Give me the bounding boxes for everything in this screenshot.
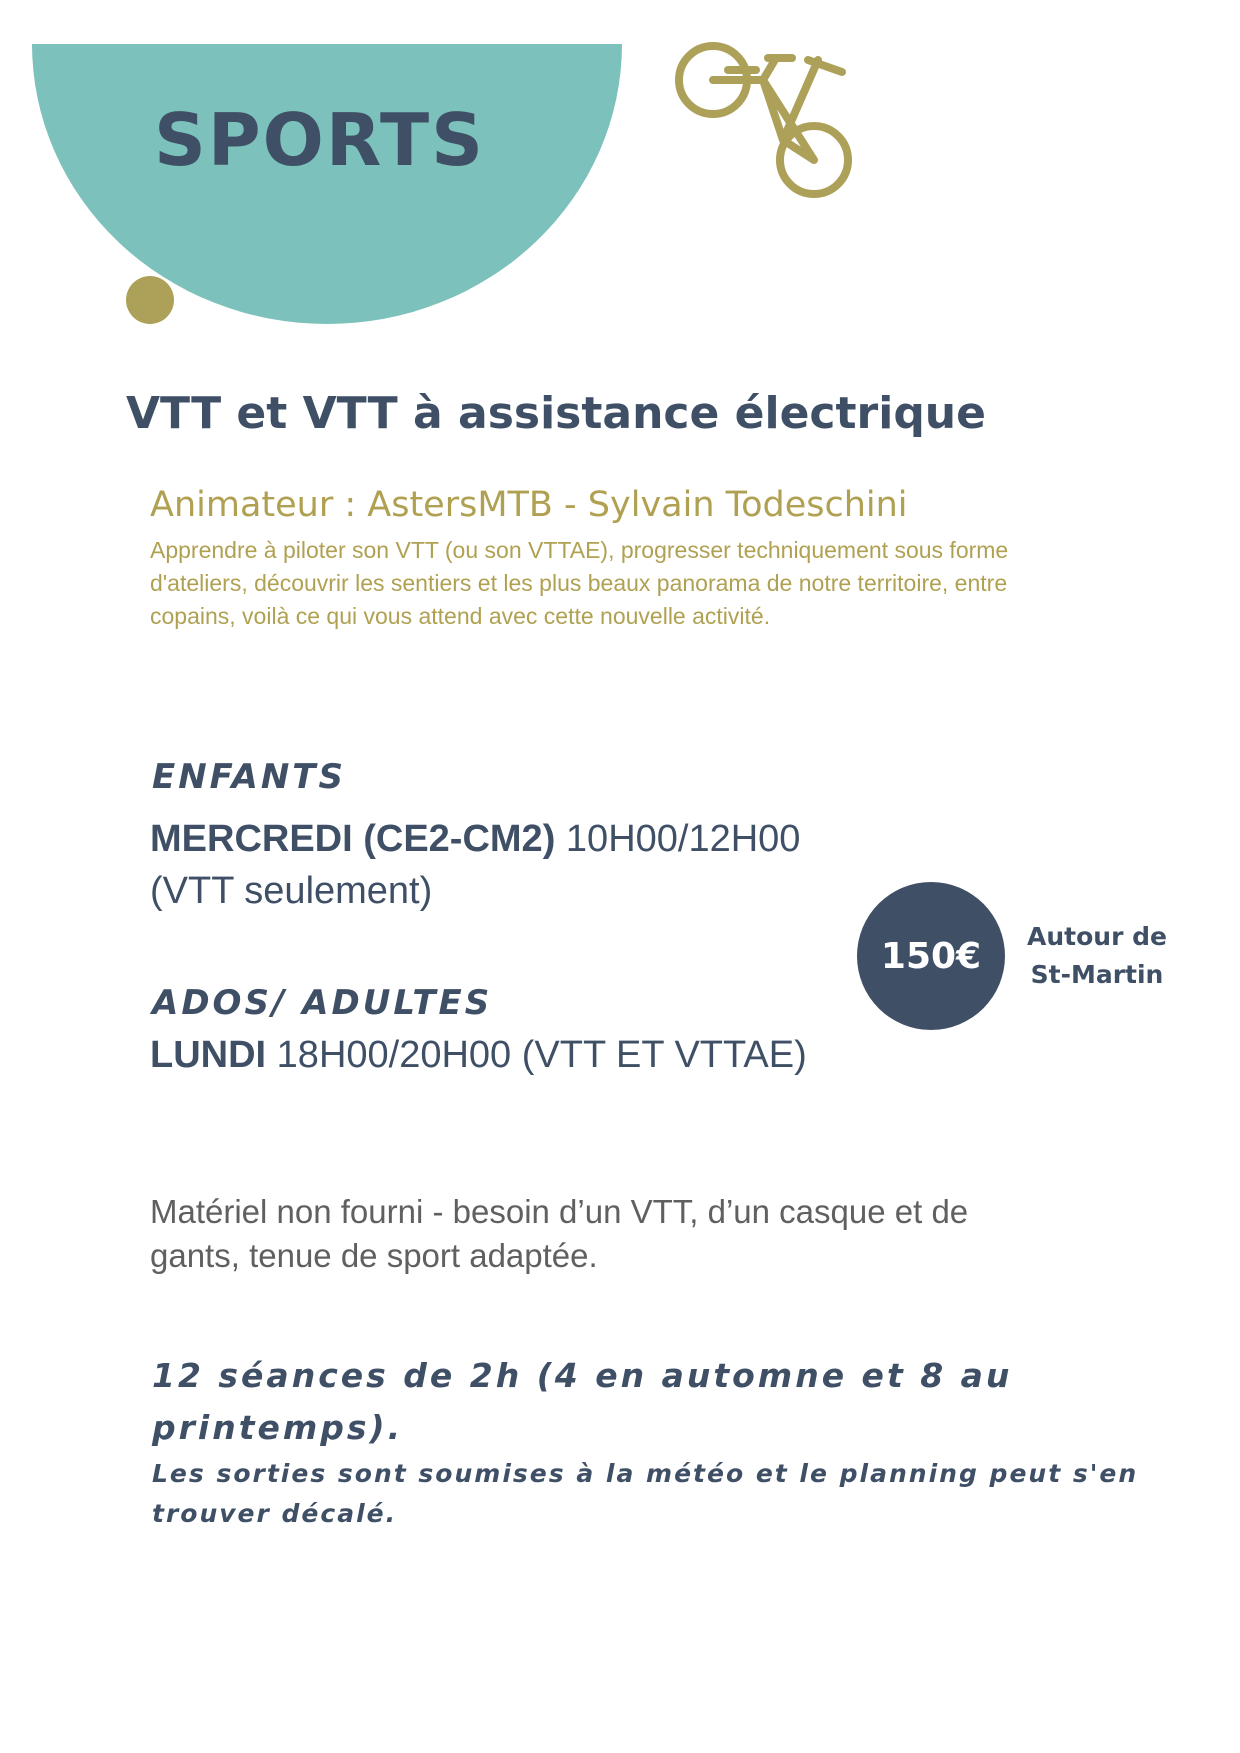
activity-description: Apprendre à piloter son VTT (ou son VTTAE), progresser techniquement sous forme d'ateliers, découvrir les sentiers et les plus beaux panorama de notre territoire, entre copains, voilà ce qui vous attend avec cette nouvelle activité. — [150, 537, 1009, 629]
ados-adultes-day: LUNDI — [150, 1034, 267, 1076]
page-title: SPORTS — [154, 98, 486, 182]
activity-title: VTT et VTT à assistance électrique — [126, 388, 986, 439]
seances-note: 12 séances de 2h (4 en automne et 8 au printemps). — [152, 1356, 1013, 1447]
price-amount: 150€ — [880, 935, 982, 977]
location-line-2: St-Martin — [1030, 960, 1164, 989]
meteo-note: Les sorties sont soumises à la météo et le planning peut s'en trouver décalé. — [152, 1459, 1139, 1528]
enfants-schedule — [150, 818, 800, 861]
animateur-label: Animateur : AstersMTB - Sylvain Todeschini — [150, 485, 908, 525]
enfants-day: MERCREDI (CE2-CM2) — [150, 818, 556, 860]
enfants-note: (VTT seulement) — [150, 870, 433, 912]
bicycle-icon — [668, 40, 866, 206]
ados-adultes-schedule — [150, 1034, 807, 1077]
decorative-dot — [126, 276, 174, 324]
ados-adultes-time: 18H00/20H00 (VTT ET VTTAE) — [276, 1034, 807, 1076]
header-teal-shape — [32, 44, 622, 324]
location-label — [1016, 918, 1178, 994]
enfants-heading: ENFANTS — [152, 757, 346, 797]
ados-adultes-heading: ADOS/ ADULTES — [152, 983, 493, 1023]
location-line-1: Autour de — [1027, 922, 1167, 951]
enfants-time: 10H00/12H00 — [565, 818, 801, 860]
price-badge — [857, 882, 1005, 1030]
materiel-note: Matériel non fourni - besoin d’un VTT, d’un casque et de gants, tenue de sport adaptée. — [150, 1193, 969, 1274]
